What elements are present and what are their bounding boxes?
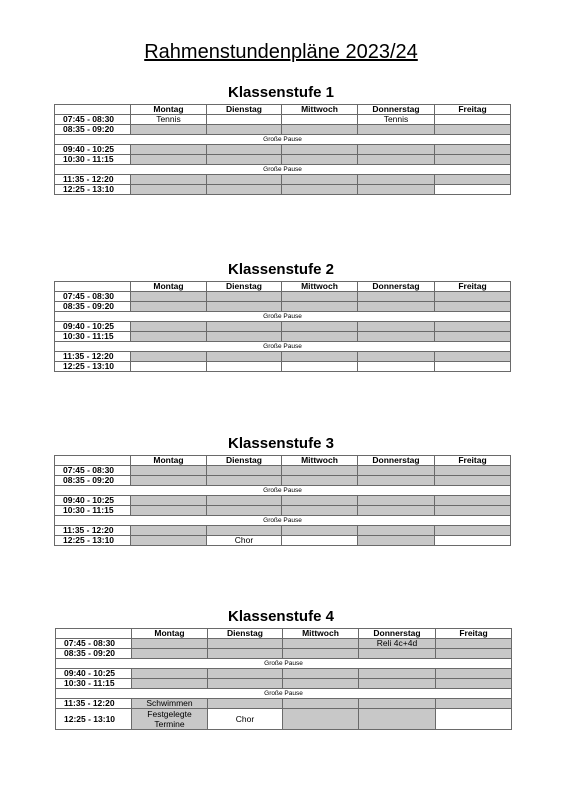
day-header: Montag	[131, 282, 207, 292]
lesson-cell	[435, 115, 511, 125]
lesson-cell	[282, 496, 358, 506]
timetable	[54, 455, 511, 546]
time-cell: 07:45 - 08:30	[55, 292, 131, 302]
lesson-cell	[282, 125, 358, 135]
lesson-cell	[435, 185, 511, 195]
lesson-cell	[282, 506, 358, 516]
lesson-cell	[358, 145, 435, 155]
day-header: Freitag	[435, 456, 511, 466]
lesson-cell	[282, 322, 358, 332]
lesson-cell	[436, 709, 512, 730]
period-row	[55, 322, 511, 332]
lesson-cell	[358, 155, 435, 165]
time-cell: 10:30 - 11:15	[56, 679, 132, 689]
time-cell: 10:30 - 11:15	[55, 332, 131, 342]
lesson-cell	[359, 669, 436, 679]
lesson-cell	[131, 352, 207, 362]
lesson-cell	[208, 669, 283, 679]
lesson-cell	[207, 362, 282, 372]
lesson-cell	[131, 145, 207, 155]
corner-cell	[55, 456, 131, 466]
lesson-cell	[132, 679, 208, 689]
lesson-cell	[131, 322, 207, 332]
document-title: Rahmenstundenpläne 2023/24	[144, 41, 418, 63]
time-cell: 11:35 - 12:20	[56, 699, 132, 709]
lesson-cell	[358, 292, 435, 302]
time-cell: 10:30 - 11:15	[55, 506, 131, 516]
lesson-cell	[207, 115, 282, 125]
lesson-cell	[435, 536, 511, 546]
lesson-cell	[358, 332, 435, 342]
lesson-cell: Chor	[208, 709, 283, 730]
lesson-cell	[283, 709, 359, 730]
pause-row	[55, 165, 511, 175]
period-row	[55, 125, 511, 135]
lesson-cell	[207, 155, 282, 165]
period-row	[56, 709, 512, 730]
lesson-cell	[131, 506, 207, 516]
lesson-cell	[436, 699, 512, 709]
period-row	[56, 679, 512, 689]
lesson-cell	[435, 175, 511, 185]
lesson-cell	[207, 292, 282, 302]
corner-cell	[55, 105, 131, 115]
day-header: Montag	[131, 456, 207, 466]
time-cell: 08:35 - 09:20	[55, 302, 131, 312]
lesson-cell	[358, 125, 435, 135]
pause-label: Große Pause	[55, 516, 511, 526]
lesson-cell	[208, 639, 283, 649]
day-header: Dienstag	[207, 105, 282, 115]
time-cell: 07:45 - 08:30	[55, 115, 131, 125]
day-header: Montag	[131, 105, 207, 115]
lesson-cell	[283, 699, 359, 709]
header-row	[55, 282, 511, 292]
lesson-cell	[359, 649, 436, 659]
pause-label: Große Pause	[55, 486, 511, 496]
period-row	[56, 669, 512, 679]
time-cell: 11:35 - 12:20	[55, 175, 131, 185]
lesson-cell	[207, 466, 282, 476]
lesson-cell	[435, 506, 511, 516]
period-row	[55, 362, 511, 372]
lesson-cell	[207, 332, 282, 342]
lesson-cell	[435, 155, 511, 165]
lesson-cell	[132, 649, 208, 659]
lesson-cell	[435, 352, 511, 362]
period-row	[55, 526, 511, 536]
time-cell: 09:40 - 10:25	[55, 145, 131, 155]
period-row	[55, 292, 511, 302]
day-header: Donnerstag	[358, 105, 435, 115]
period-row	[55, 476, 511, 486]
day-header: Mittwoch	[282, 456, 358, 466]
lesson-cell	[282, 292, 358, 302]
lesson-cell	[207, 352, 282, 362]
lesson-cell	[435, 476, 511, 486]
lesson-cell: Tennis	[131, 115, 207, 125]
lesson-cell	[358, 302, 435, 312]
header-row	[55, 456, 511, 466]
lesson-cell	[207, 185, 282, 195]
lesson-cell	[282, 362, 358, 372]
lesson-cell	[358, 362, 435, 372]
day-header: Dienstag	[208, 629, 283, 639]
lesson-cell	[282, 332, 358, 342]
day-header: Dienstag	[207, 282, 282, 292]
pause-row	[55, 486, 511, 496]
lesson-cell	[207, 476, 282, 486]
time-cell: 12:25 - 13:10	[56, 709, 132, 730]
corner-cell	[55, 282, 131, 292]
lesson-cell	[207, 125, 282, 135]
lesson-cell	[207, 526, 282, 536]
time-cell: 12:25 - 13:10	[55, 362, 131, 372]
lesson-cell	[435, 332, 511, 342]
day-header: Mittwoch	[283, 629, 359, 639]
lesson-cell	[435, 125, 511, 135]
header-row	[55, 105, 511, 115]
lesson-cell	[131, 175, 207, 185]
lesson-cell	[358, 352, 435, 362]
period-row	[55, 185, 511, 195]
lesson-cell	[436, 649, 512, 659]
day-header: Montag	[132, 629, 208, 639]
lesson-cell	[131, 476, 207, 486]
stage-title: Klassenstufe 4	[228, 608, 334, 625]
day-header: Freitag	[435, 282, 511, 292]
lesson-cell	[435, 322, 511, 332]
pause-row	[55, 342, 511, 352]
lesson-cell	[435, 526, 511, 536]
period-row	[56, 639, 512, 649]
lesson-cell	[282, 185, 358, 195]
header-row	[56, 629, 512, 639]
lesson-cell: Reli 4c+4d	[359, 639, 436, 649]
time-cell: 11:35 - 12:20	[55, 526, 131, 536]
lesson-cell: Tennis	[358, 115, 435, 125]
pause-row	[55, 516, 511, 526]
pause-label: Große Pause	[55, 342, 511, 352]
lesson-cell	[282, 302, 358, 312]
lesson-cell	[282, 352, 358, 362]
lesson-cell	[131, 526, 207, 536]
pause-label: Große Pause	[56, 659, 512, 669]
time-cell: 12:25 - 13:10	[55, 185, 131, 195]
period-row	[56, 699, 512, 709]
lesson-cell	[208, 649, 283, 659]
lesson-cell	[208, 699, 283, 709]
lesson-cell	[207, 145, 282, 155]
timetable	[54, 104, 511, 195]
period-row	[55, 145, 511, 155]
period-row	[55, 302, 511, 312]
pause-row	[55, 135, 511, 145]
lesson-cell	[131, 185, 207, 195]
period-row	[55, 115, 511, 125]
day-header: Freitag	[436, 629, 512, 639]
pause-row	[55, 312, 511, 322]
lesson-cell	[131, 125, 207, 135]
lesson-cell: Chor	[207, 536, 282, 546]
pause-label: Große Pause	[56, 689, 512, 699]
pause-row	[56, 689, 512, 699]
lesson-cell	[358, 476, 435, 486]
day-header: Mittwoch	[282, 105, 358, 115]
lesson-cell	[131, 466, 207, 476]
lesson-cell	[358, 322, 435, 332]
day-header: Donnerstag	[359, 629, 436, 639]
time-cell: 08:35 - 09:20	[55, 476, 131, 486]
lesson-cell	[207, 302, 282, 312]
lesson-cell	[283, 679, 359, 689]
stage-title: Klassenstufe 3	[228, 435, 334, 452]
lesson-cell	[436, 669, 512, 679]
lesson-cell	[359, 679, 436, 689]
lesson-cell	[131, 302, 207, 312]
lesson-cell	[358, 466, 435, 476]
lesson-cell	[435, 466, 511, 476]
period-row	[55, 332, 511, 342]
lesson-cell	[208, 679, 283, 689]
time-cell: 11:35 - 12:20	[55, 352, 131, 362]
lesson-cell	[207, 175, 282, 185]
lesson-cell	[131, 536, 207, 546]
lesson-cell	[282, 115, 358, 125]
lesson-cell	[131, 362, 207, 372]
lesson-cell	[435, 362, 511, 372]
stage-title: Klassenstufe 1	[228, 84, 334, 101]
time-cell: 10:30 - 11:15	[55, 155, 131, 165]
timetable	[55, 628, 512, 730]
lesson-cell: Schwimmen	[132, 699, 208, 709]
pause-label: Große Pause	[55, 165, 511, 175]
lesson-cell	[207, 496, 282, 506]
day-header: Donnerstag	[358, 282, 435, 292]
time-cell: 09:40 - 10:25	[55, 322, 131, 332]
lesson-cell	[282, 476, 358, 486]
period-row	[55, 155, 511, 165]
lesson-cell	[435, 496, 511, 506]
stage-title: Klassenstufe 2	[228, 261, 334, 278]
timetable	[54, 281, 511, 372]
period-row	[55, 466, 511, 476]
lesson-cell	[132, 639, 208, 649]
lesson-cell	[436, 679, 512, 689]
lesson-cell	[207, 322, 282, 332]
pause-label: Große Pause	[55, 135, 511, 145]
lesson-cell	[282, 145, 358, 155]
day-header: Donnerstag	[358, 456, 435, 466]
lesson-cell	[358, 506, 435, 516]
pause-label: Große Pause	[55, 312, 511, 322]
lesson-cell	[283, 669, 359, 679]
lesson-cell	[358, 185, 435, 195]
lesson-cell	[283, 649, 359, 659]
lesson-cell: Festgelegte Termine	[132, 709, 208, 730]
lesson-cell	[131, 332, 207, 342]
time-cell: 07:45 - 08:30	[56, 639, 132, 649]
lesson-cell	[132, 669, 208, 679]
lesson-cell	[358, 175, 435, 185]
lesson-cell	[435, 302, 511, 312]
lesson-cell	[282, 155, 358, 165]
day-header: Freitag	[435, 105, 511, 115]
time-cell: 09:40 - 10:25	[55, 496, 131, 506]
lesson-cell	[436, 639, 512, 649]
time-cell: 07:45 - 08:30	[55, 466, 131, 476]
lesson-cell	[282, 175, 358, 185]
lesson-cell	[131, 155, 207, 165]
day-header: Dienstag	[207, 456, 282, 466]
lesson-cell	[358, 496, 435, 506]
corner-cell	[56, 629, 132, 639]
period-row	[55, 175, 511, 185]
lesson-cell	[283, 639, 359, 649]
day-header: Mittwoch	[282, 282, 358, 292]
period-row	[55, 506, 511, 516]
lesson-cell	[131, 292, 207, 302]
lesson-cell	[435, 292, 511, 302]
time-cell: 08:35 - 09:20	[56, 649, 132, 659]
lesson-cell	[359, 709, 436, 730]
time-cell: 09:40 - 10:25	[56, 669, 132, 679]
lesson-cell	[435, 145, 511, 155]
lesson-cell	[282, 536, 358, 546]
lesson-cell	[131, 496, 207, 506]
lesson-cell	[282, 526, 358, 536]
lesson-cell	[358, 536, 435, 546]
period-row	[56, 649, 512, 659]
period-row	[55, 496, 511, 506]
lesson-cell	[359, 699, 436, 709]
pause-row	[56, 659, 512, 669]
lesson-cell	[207, 506, 282, 516]
time-cell: 12:25 - 13:10	[55, 536, 131, 546]
period-row	[55, 536, 511, 546]
lesson-cell	[282, 466, 358, 476]
period-row	[55, 352, 511, 362]
lesson-cell	[358, 526, 435, 536]
time-cell: 08:35 - 09:20	[55, 125, 131, 135]
